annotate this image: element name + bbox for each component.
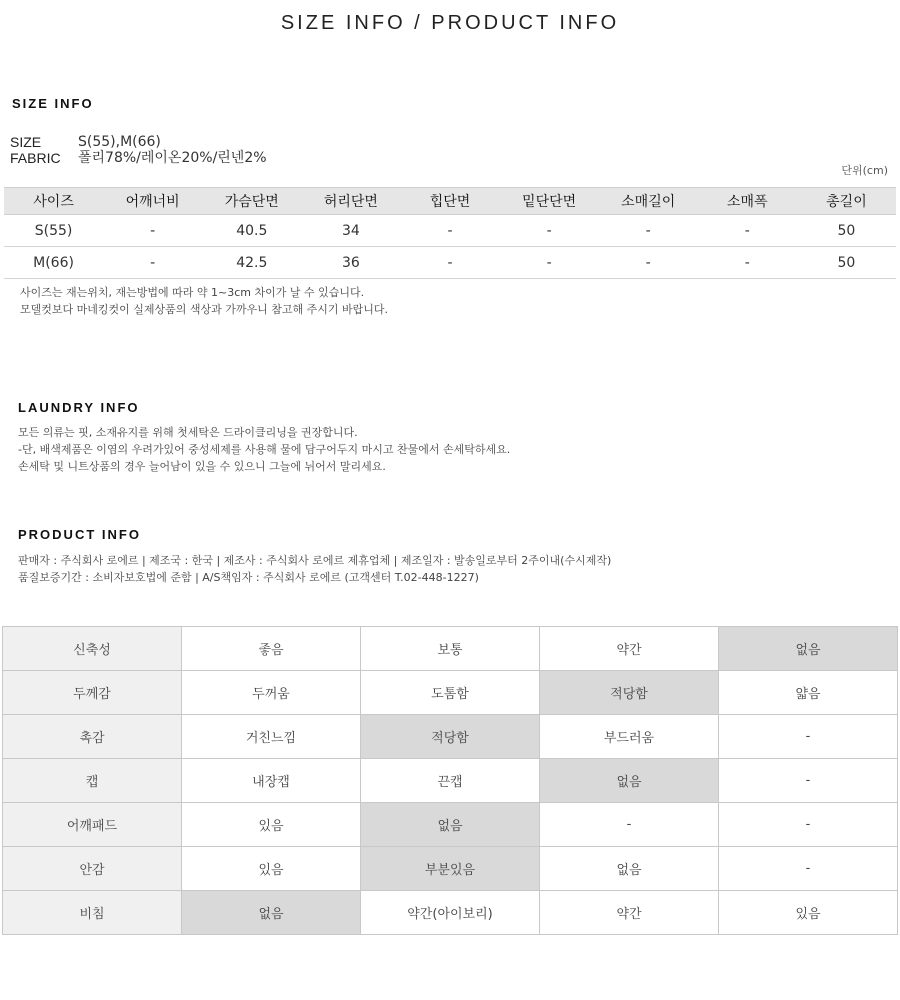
size-table-cell: 50 xyxy=(797,215,896,247)
attribute-option-selected: 적당함 xyxy=(540,671,719,715)
size-table-cell: S(55) xyxy=(4,215,103,247)
spec-key: FABRIC xyxy=(10,150,61,166)
size-note-line: 사이즈는 재는위치, 재는방법에 따라 약 1~3cm 차이가 날 수 있습니다. xyxy=(20,286,365,299)
size-table-header: 사이즈 xyxy=(4,188,103,215)
size-table-cell: - xyxy=(400,215,499,247)
attribute-option-selected: 적당함 xyxy=(361,715,540,759)
attribute-option: 약간 xyxy=(540,891,719,935)
size-table-header: 허리단면 xyxy=(301,188,400,215)
attribute-option-selected: 부분있음 xyxy=(361,847,540,891)
size-table-cell: 50 xyxy=(797,247,896,279)
attribute-label: 두께감 xyxy=(3,671,182,715)
attribute-option: 끈캡 xyxy=(361,759,540,803)
attribute-label: 어깨패드 xyxy=(3,803,182,847)
size-table-cell: 42.5 xyxy=(202,247,301,279)
spec-row-size xyxy=(10,134,267,150)
attribute-option: 얇음 xyxy=(719,671,898,715)
attribute-option: 없음 xyxy=(540,847,719,891)
product-notes xyxy=(18,552,611,586)
size-table-cell: - xyxy=(103,215,202,247)
spec-key: SIZE xyxy=(10,134,42,150)
size-table-cell: - xyxy=(599,247,698,279)
size-table-cell: - xyxy=(103,247,202,279)
size-table-header: 소매폭 xyxy=(698,188,797,215)
unit-label: 단위(cm) xyxy=(841,164,888,177)
attribute-option-selected: 없음 xyxy=(361,803,540,847)
attribute-option: 부드러움 xyxy=(540,715,719,759)
attribute-row xyxy=(3,847,898,891)
attribute-option: 내장캡 xyxy=(182,759,361,803)
attribute-option: 있음 xyxy=(719,891,898,935)
size-table-header-row xyxy=(4,188,896,215)
laundry-info-heading: LAUNDRY INFO xyxy=(18,400,140,415)
attribute-row xyxy=(3,627,898,671)
page-title: SIZE INFO / PRODUCT INFO xyxy=(280,12,620,34)
attribute-option-selected: 없음 xyxy=(182,891,361,935)
size-table-cell: 34 xyxy=(301,215,400,247)
attribute-option: 보통 xyxy=(361,627,540,671)
size-table-header: 소매길이 xyxy=(599,188,698,215)
size-note-line: 모델컷보다 마네킹컷이 실제상품의 색상과 가까우니 참고해 주시기 바랍니다. xyxy=(20,303,389,316)
attribute-row xyxy=(3,715,898,759)
laundry-note-line: -단, 배색제품은 이염의 우려가있어 중성세제를 사용해 물에 담구어두지 마시고 찬물에서 손세탁하세요. xyxy=(18,443,511,456)
size-table-cell: - xyxy=(599,215,698,247)
attribute-option: - xyxy=(719,803,898,847)
size-table-header: 어깨너비 xyxy=(103,188,202,215)
attribute-option: 약간(아이보리) xyxy=(361,891,540,935)
product-note-line: 품질보증기간 : 소비자보호법에 준함 | A/S책임자 : 주식회사 로에르 (고객센터 T.02-448-1227) xyxy=(18,571,479,584)
attribute-option: 두꺼움 xyxy=(182,671,361,715)
size-table-row xyxy=(4,247,896,279)
laundry-notes xyxy=(18,424,510,475)
size-notes xyxy=(20,284,388,318)
size-table-cell: - xyxy=(500,215,599,247)
size-table xyxy=(4,187,896,279)
attribute-option: - xyxy=(719,759,898,803)
attribute-row xyxy=(3,891,898,935)
size-table-header: 밑단단면 xyxy=(500,188,599,215)
spec-value: S(55),M(66) xyxy=(78,134,161,150)
size-table-header: 힙단면 xyxy=(400,188,499,215)
product-info-heading: PRODUCT INFO xyxy=(18,527,141,542)
attribute-option-selected: 없음 xyxy=(719,627,898,671)
attribute-row xyxy=(3,671,898,715)
size-table-cell: M(66) xyxy=(4,247,103,279)
attribute-option-selected: 없음 xyxy=(540,759,719,803)
attribute-option: 거친느낌 xyxy=(182,715,361,759)
size-table-cell: - xyxy=(698,247,797,279)
attribute-option: 도톰함 xyxy=(361,671,540,715)
product-note-line: 판매자 : 주식회사 로에르 | 제조국 : 한국 | 제조사 : 주식회사 로에르 제휴업체 | 제조일자 : 발송일로부터 2주이내(수시제작) xyxy=(18,554,612,567)
attribute-row xyxy=(3,803,898,847)
spec-list xyxy=(10,134,267,166)
attribute-option: 있음 xyxy=(182,847,361,891)
attribute-option: 좋음 xyxy=(182,627,361,671)
attribute-label: 안감 xyxy=(3,847,182,891)
size-table-cell: - xyxy=(400,247,499,279)
spec-row-fabric xyxy=(10,150,267,166)
size-table-cell: 40.5 xyxy=(202,215,301,247)
spec-value: 폴리78%/레이온20%/린넨2% xyxy=(78,150,267,166)
size-table-row xyxy=(4,215,896,247)
attribute-label: 비침 xyxy=(3,891,182,935)
size-table-header: 총길이 xyxy=(797,188,896,215)
attribute-table xyxy=(2,626,898,935)
attribute-label: 촉감 xyxy=(3,715,182,759)
size-table-cell: - xyxy=(698,215,797,247)
attribute-label: 캡 xyxy=(3,759,182,803)
attribute-option: - xyxy=(719,715,898,759)
attribute-option: 있음 xyxy=(182,803,361,847)
size-table-cell: 36 xyxy=(301,247,400,279)
attribute-option: - xyxy=(540,803,719,847)
laundry-note-line: 모든 의류는 핏, 소재유지를 위해 첫세탁은 드라이클리닝을 권장합니다. xyxy=(18,426,358,439)
attribute-label: 신축성 xyxy=(3,627,182,671)
attribute-row xyxy=(3,759,898,803)
attribute-option: 약간 xyxy=(540,627,719,671)
size-info-heading: SIZE INFO xyxy=(12,96,94,111)
size-table-cell: - xyxy=(500,247,599,279)
attribute-option: - xyxy=(719,847,898,891)
laundry-note-line: 손세탁 및 니트상품의 경우 늘어남이 있을 수 있으니 그늘에 뉘어서 말리세요. xyxy=(18,460,386,473)
size-table-header: 가슴단면 xyxy=(202,188,301,215)
